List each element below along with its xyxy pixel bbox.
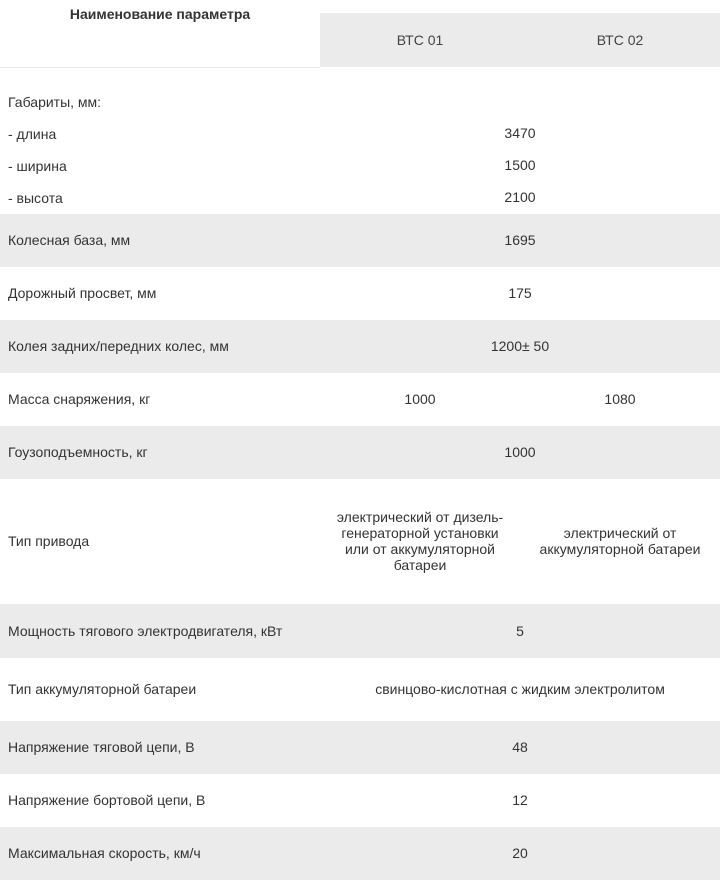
header-param: Наименование параметра <box>0 0 320 67</box>
table-row-clearance <box>0 267 720 320</box>
table-row-drive-type <box>0 479 720 604</box>
row-param: Колесная база, мм <box>0 214 320 267</box>
table-row-max-speed <box>0 827 720 880</box>
row-param: Дорожный просвет, мм <box>8 285 157 301</box>
table-row-curb-weight <box>0 373 720 426</box>
row-value: 175 <box>508 285 532 301</box>
row-value: свинцово-кислотная с жидким электролитом <box>375 681 665 697</box>
row-value-b: 1080 <box>604 391 636 407</box>
dimension-length-value: 3470 <box>504 125 536 141</box>
dimension-height-value: 2100 <box>504 189 536 205</box>
row-value: 1695 <box>320 214 720 267</box>
table-row-dimensions <box>0 67 720 214</box>
header-model-b: ВТС 02 <box>520 0 720 67</box>
row-value: 12 <box>512 792 528 808</box>
row-param: Напряжение бортовой цепи, В <box>8 792 206 808</box>
table-row-onboard-voltage <box>0 774 720 827</box>
table-row-payload <box>0 426 720 479</box>
row-value: 48 <box>320 721 720 774</box>
row-param: Тип привода <box>8 533 90 549</box>
row-param: Максимальная скорость, км/ч <box>0 827 320 880</box>
table-row-traction-voltage <box>0 721 720 774</box>
row-value: 5 <box>320 604 720 658</box>
row-param: Колея задних/передних колес, мм <box>0 320 320 373</box>
row-param: Напряжение тяговой цепи, В <box>0 721 320 774</box>
row-value: 20 <box>320 827 720 880</box>
row-value-a: электрический от дизель-генераторной установки или от аккумуляторной батареи <box>336 509 504 573</box>
row-value-b: электрический от аккумуляторной батареи <box>539 525 701 557</box>
table-row-motor-power <box>0 604 720 658</box>
table-row-track <box>0 320 720 373</box>
row-param: Гоузоподъемность, кг <box>0 426 320 479</box>
row-param: Масса снаряжения, кг <box>8 391 151 407</box>
dimension-length-label: - длина <box>8 125 57 142</box>
dimensions-value-cell <box>320 67 720 214</box>
row-param: Тип аккумуляторной батареи <box>8 681 197 697</box>
header-model-a: ВТС 01 <box>320 0 520 67</box>
row-value-a: 1000 <box>404 391 436 407</box>
dimension-height-label: - высота <box>8 189 63 206</box>
row-value: 1000 <box>320 426 720 479</box>
dimensions-param-cell <box>0 67 320 214</box>
row-value: 1200± 50 <box>320 320 720 373</box>
dimension-width-label: - ширина <box>8 157 67 174</box>
dimension-width-value: 1500 <box>504 157 536 173</box>
table-row-battery-type <box>0 658 720 721</box>
row-param: Мощность тягового электродвигателя, кВт <box>0 604 320 658</box>
dimensions-title: Габариты, мм: <box>8 93 102 110</box>
table-row-wheelbase <box>0 214 720 267</box>
header-row <box>0 0 720 67</box>
